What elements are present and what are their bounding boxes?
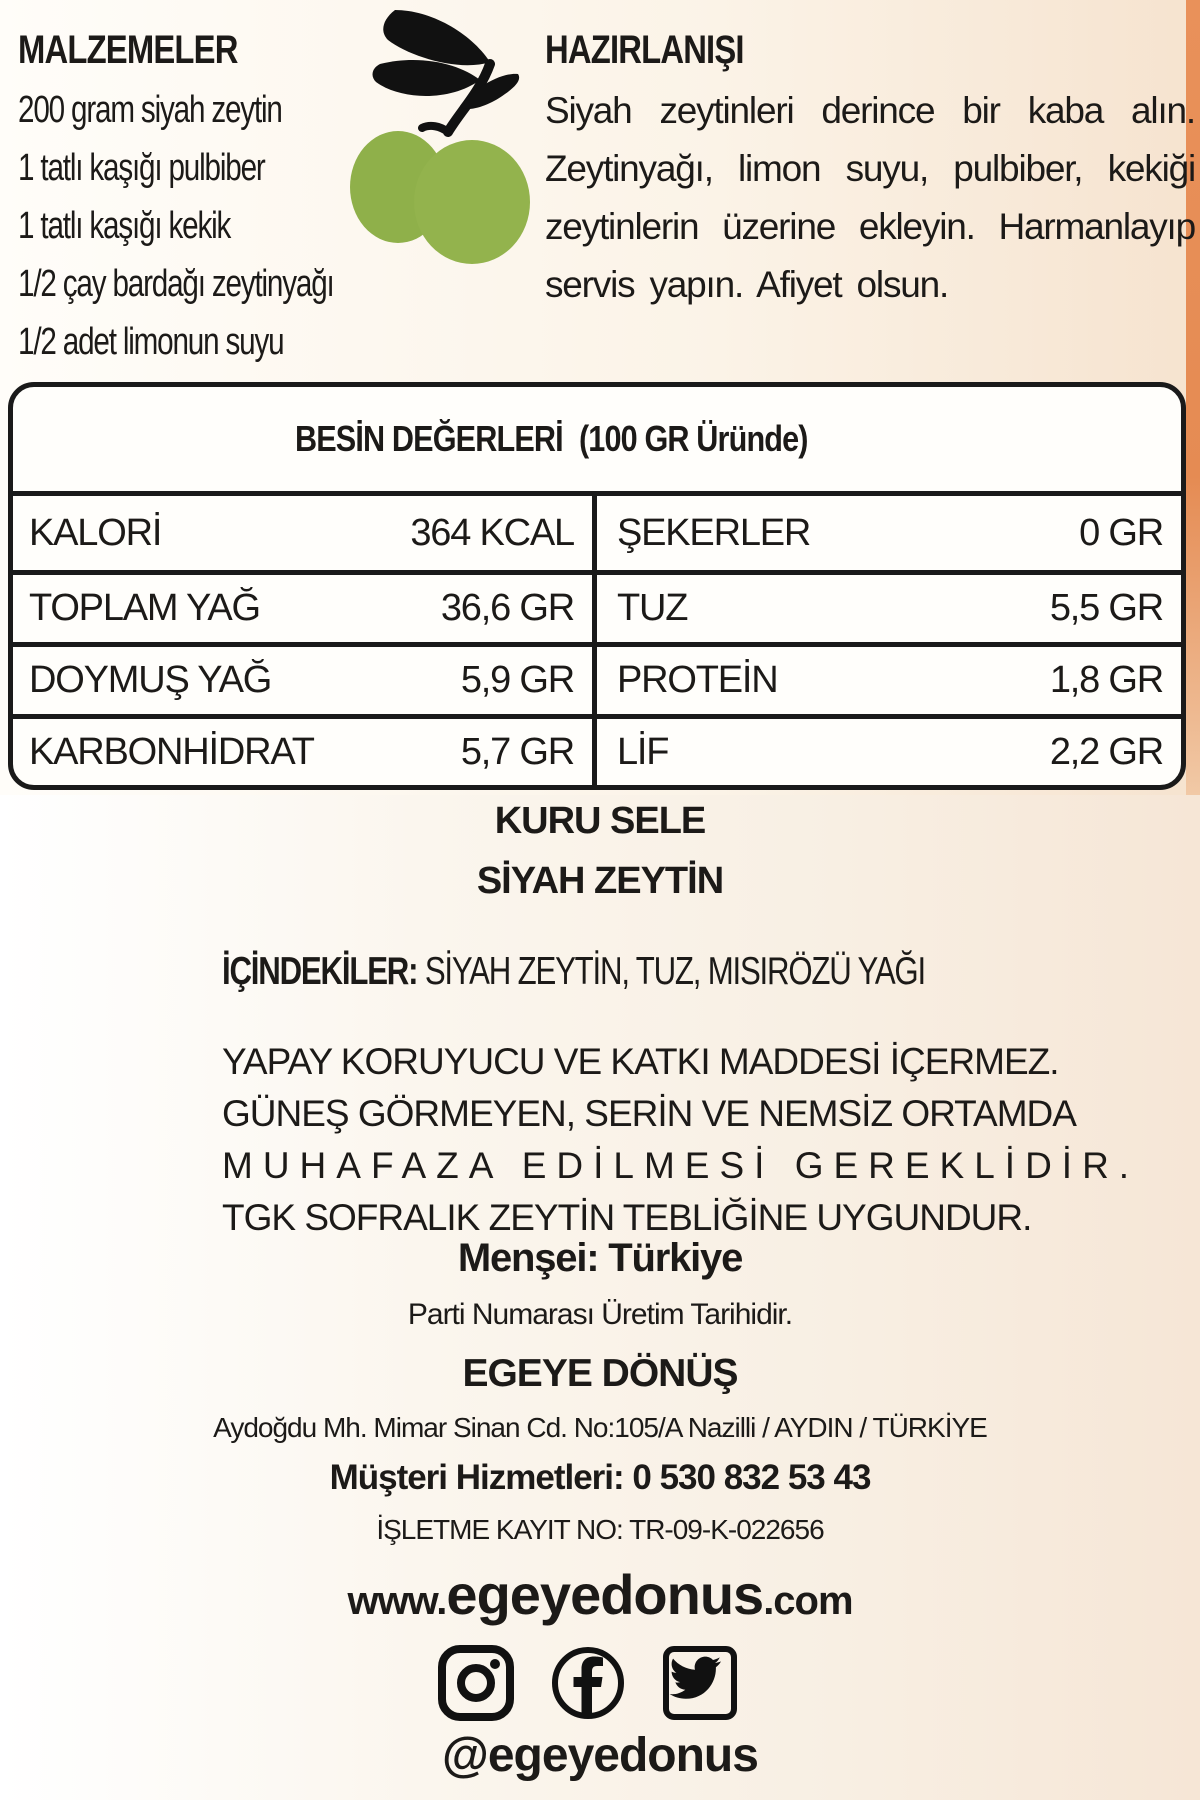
address: Aydoğdu Mh. Mimar Sinan Cd. No:105/A Nazilli / AYDIN / TÜRKİYE bbox=[213, 1412, 987, 1443]
twitter-icon[interactable] bbox=[662, 1645, 738, 1721]
web-prefix: www. bbox=[347, 1579, 447, 1623]
table-row bbox=[13, 496, 1181, 570]
facebook-icon[interactable] bbox=[550, 1645, 626, 1721]
list-item: 1 tatlı kaşığı kekik bbox=[18, 205, 231, 247]
list-item: 1 tatlı kaşığı pulbiber bbox=[18, 147, 265, 189]
social-links bbox=[438, 1645, 738, 1725]
ingredients-label: İÇİNDEKİLER: bbox=[222, 950, 418, 993]
olive-branch-icon bbox=[340, 2, 530, 272]
nutrition-serving: (100 GR Üründe) bbox=[579, 418, 809, 459]
nutrient-label: TUZ bbox=[617, 587, 688, 629]
notice-line: YAPAY KORUYUCU VE KATKI MADDESİ İÇERMEZ. bbox=[222, 1041, 1059, 1082]
nutrient-label: TOPLAM YAĞ bbox=[29, 587, 260, 629]
preparation-title: HAZIRLANIŞI bbox=[545, 28, 744, 72]
product-ingredients bbox=[222, 950, 1101, 994]
table-row bbox=[13, 714, 1181, 786]
nutrient-value: 36,6 GR bbox=[440, 587, 574, 629]
list-item: 200 gram siyah zeytin bbox=[18, 89, 282, 131]
table-row bbox=[13, 570, 1181, 642]
nutrient-value: 0 GR bbox=[1079, 511, 1163, 554]
nutrient-label: DOYMUŞ YAĞ bbox=[29, 659, 272, 701]
nutrition-grid bbox=[13, 491, 1181, 785]
nutrient-label: KARBONHİDRAT bbox=[29, 731, 314, 773]
nutrient-label: LİF bbox=[617, 731, 669, 773]
brand-name: EGEYE DÖNÜŞ bbox=[462, 1352, 738, 1395]
website-link[interactable] bbox=[0, 1562, 1200, 1627]
social-handle: @egeyedonus bbox=[442, 1729, 758, 1782]
instagram-icon[interactable] bbox=[438, 1645, 514, 1721]
ingredients-title: MALZEMELER bbox=[18, 28, 238, 72]
nutrient-value: 1,8 GR bbox=[1049, 659, 1163, 701]
product-name-line1: KURU SELE bbox=[494, 800, 706, 842]
nutrient-label: PROTEİN bbox=[617, 659, 778, 701]
nutrient-value: 364 KCAL bbox=[410, 511, 574, 554]
origin: Menşei: Türkiye bbox=[457, 1236, 743, 1280]
table-row bbox=[13, 642, 1181, 714]
list-item: 1/2 adet limonun suyu bbox=[18, 321, 284, 363]
notice-line: MUHAFAZA EDİLMESİ GEREKLİDİR. bbox=[222, 1145, 1140, 1186]
nutrient-value: 5,7 GR bbox=[460, 731, 574, 773]
nutrient-value: 2,2 GR bbox=[1049, 731, 1163, 773]
registration-number: İŞLETME KAYIT NO: TR-09-K-022656 bbox=[376, 1514, 824, 1545]
lot-note: Parti Numarası Üretim Tarihidir. bbox=[407, 1298, 793, 1331]
notice-line: GÜNEŞ GÖRMEYEN, SERİN VE NEMSİZ ORTAMDA bbox=[222, 1093, 1076, 1134]
web-domain: egeyedonus bbox=[446, 1563, 764, 1626]
list-item: 1/2 çay bardağı zeytinyağı bbox=[18, 263, 334, 305]
nutrient-value: 5,9 GR bbox=[460, 659, 574, 701]
notice-line: TGK SOFRALIK ZEYTİN TEBLİĞİNE UYGUNDUR. bbox=[222, 1197, 1032, 1238]
nutrition-title bbox=[13, 387, 1181, 491]
preparation-text: Siyah zeytinleri derince bir kaba alın. Zeytinyağı, limon suyu, pulbiber, kekiği zeytinlerin üzerine ekleyin. Harmanlayıp servis yapın. Afiyet olsun. bbox=[545, 90, 1195, 305]
storage-notice bbox=[222, 1036, 1140, 1244]
nutrition-table bbox=[8, 382, 1186, 790]
web-suffix: .com bbox=[763, 1579, 853, 1623]
customer-service: Müşteri Hizmetleri: 0 530 832 53 43 bbox=[329, 1458, 871, 1497]
nutrient-label: KALORİ bbox=[29, 511, 162, 554]
nutrient-label: ŞEKERLER bbox=[617, 511, 811, 554]
nutrient-value: 5,5 GR bbox=[1049, 587, 1163, 629]
nutrition-heading: BESİN DEĞERLERİ bbox=[295, 418, 564, 459]
product-name-line2: SİYAH ZEYTİN bbox=[476, 860, 724, 902]
ingredients-value: SİYAH ZEYTİN, TUZ, MISIRÖZÜ YAĞI bbox=[424, 950, 925, 993]
